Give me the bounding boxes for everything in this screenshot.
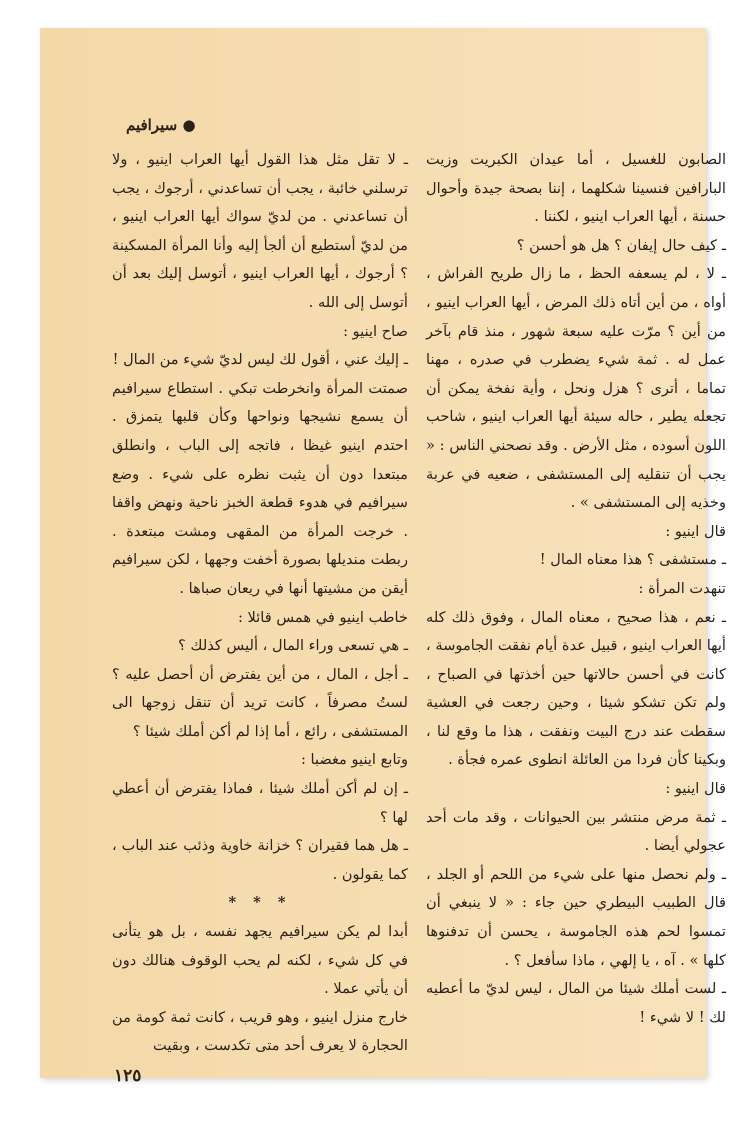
paragraph: وتابع اينيو مغضبا : [300,751,408,769]
paragraph: صاح اينيو : [343,322,408,340]
running-title: ● سيرافيم [126,116,196,134]
paragraph: ـ لست أملك شيئا من المال ، ليس لديّ ما أعطيه لك ! لا شيء ! [426,980,726,1026]
paragraph: ـ مستشفى ؟ هذا معناه المال ! [539,551,726,569]
paragraph: خارج منزل اينيو ، وهو قريب ، كانت ثمة كومة من الحجارة لا يعرف أحد متى تكدست ، وبقيت [112,1008,408,1055]
paragraph: أبدا لم يكن سيرافيم يجهد نفسه ، بل هو يتأنى في كل شيء ، لكنه لم يحب الوقوف هنالك دون أن يأتي عملا . [112,923,408,998]
paragraph: ـ أجل ، المال ، من أين يفترض أن أحصل عليه ؟ لستُ مصرفاً ، كانت تريد أن تنقل زوجها الى المستشفى ، رائع ، أما إذا لم أكن أملك شيئا ؟ [112,665,408,740]
book-page [40,28,726,1086]
paragraph: ـ هل هما فقيران ؟ خزانة خاوية وذئب عند الباب ، كما يقولون . [112,837,408,883]
page-number: ١٢٥ [114,1066,142,1086]
paragraph: ـ لا ، لم يسعفه الحظ ، ما زال طريح الفراش ، أواه ، من أين أتاه ذلك المرض ، أيها العراب اينيو ، من أين ؟ مرّت عليه سبعة شهور ، منذ قام بآخر عمل له . ثمة شيء يضطرب في صدره ، مهنا تماما ، أترى ؟ هزل ونحل ، وأية نفخة يمكن أن تجعله يطير ، حاله سيئة أيها العراب اينيو ، شاحب اللون أسوده ، مثل الأرض . وقد نصحني الناس : « يجب أن تنقليه إلى المستشفى ، ضعيه في عربة وخذيه إلى المستشفى » . [426,265,726,512]
paragraph: ـ نعم ، هذا صحيح ، معناه المال ، وفوق ذلك كله أيها العراب اينيو ، قبيل عدة أيام نفقت الجاموسة ، كانت في أحسن حالاتها حين أخذتها في الصباح ، ولم تكن تشكو شيئا ، وحين رجعت في العشية سقطت عند درج البيت ونفقت ، هذا ما وقع لنا ، وبكينا كأن فردا من العائلة انطوى عمره فجأة . [426,608,726,769]
paragraph: قال اينيو : [665,780,726,798]
paragraph: ـ ولم نحصل منها على شيء من اللحم أو الجلد ، قال الطبيب البيطري حين جاء : « لا ينبغي أن تمسوا لحم هذه الجاموسة ، يحسن أن تدفنوها كلها » . آه ، يا إلهي ، ماذا سأفعل ؟ . [426,865,726,969]
section-break: * * * [228,894,292,912]
paragraph: ـ إليك عني ، أقول لك ليس لديّ شيء من المال ! [112,351,408,369]
paragraph: الصابون للغسيل ، أما عيدان الكبريت وزيت البارافين فنسينا شكلهما ، إننا بصحة جيدة وأحوال حسنة ، أيها العراب اينيو ، لكننا . [426,151,726,226]
left-text-column [112,146,408,1061]
right-text-column [426,146,726,1032]
paragraph: ـ كيف حال إيفان ؟ هل هو أحسن ؟ [516,236,726,254]
paragraph: ـ ثمة مرض منتشر بين الحيوانات ، وقد مات أحد عجولي أيضا . [426,808,726,855]
paragraph: تنهدت المرأة : [638,579,726,597]
paragraph: قال اينيو : [665,522,726,540]
paragraph: خاطب اينيو في همس قائلا : [237,608,408,626]
paragraph: ـ هي تسعى وراء المال ، أليس كذلك ؟ [178,637,408,655]
paragraph: ـ إن لم أكن أملك شيئا ، فماذا يفترض أن أعطي لها ؟ [112,780,408,826]
paragraph: صمتت المرأة وانخرطت تبكي . استطاع سيرافيم أن يسمع نشيجها ونواحها وكأن قلبها يتمزق . احتدم اينيو غيظا ، فاتجه إلى الباب ، وانطلق مبتعدا دون أن يثبت نظره على شيء . وضع سيرافيم في هدوء قطعة الخبز ناحية ونهض واقفا . خرجت المرأة من المقهى ومشت مبتعدة . ربطت منديلها بصورة أخفت وجهها ، لكن سيرافيم أيقن من مشيتها أنها في ريعان صباها . [112,379,408,597]
paragraph: ـ لا تقل مثل هذا القول أيها العراب اينيو ، ولا ترسلني خائبة ، يجب أن تساعدني ، أرجوك ، يجب أن تساعدني . من لديّ سواك أيها العراب اينيو ، من لديّ أستطيع أن ألجأ إليه وأنا المرأة المسكينة ؟ أرجوك ، أيها العراب اينيو ، أتوسل إليك بعد أن أتوسل إلى الله . [112,151,408,311]
